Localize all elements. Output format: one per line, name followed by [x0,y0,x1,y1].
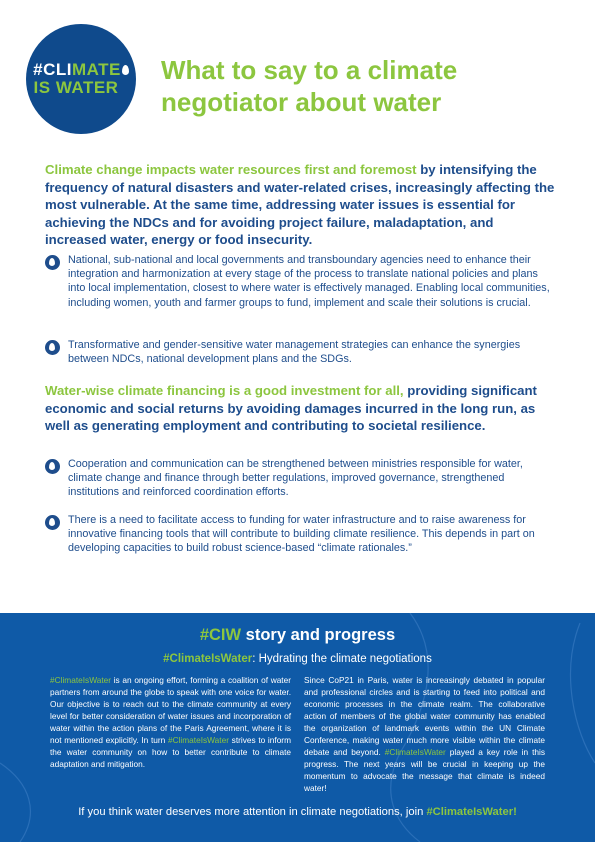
logo-text-line2: IS WATER [33,78,119,97]
hashtag: #ClimateIsWater [50,675,112,685]
water-drop-icon [45,340,60,355]
bullet-text: Transformative and gender-sensitive water management strategies can enhance the synergies between NDCs, national development plans and the SDGs. [68,339,521,366]
cta-hashtag: #ClimateIsWater! [426,806,517,818]
section1-bullet-2 [45,338,555,366]
footer-subtitle-rest: : Hydrating the climate negotiations [252,653,432,665]
column-text: strives to inform the water community on how to better contribute to climate adaptation and mitigation. [50,735,291,769]
bullet-text: Cooperation and communication can be strengthened between ministries responsible for water, climate change and finance through better regulations, improved governance, strengthened institutions and reinforced coordination efforts. [68,458,523,499]
footer-panel [0,613,595,842]
hashtag: #ClimateIsWater [167,735,229,745]
section2-lead-highlight: Water-wise climate financing is a good investment for all, [45,383,404,398]
hashtag: #ClimateIsWater [384,747,446,757]
footer-column-right [304,674,545,794]
bullet-text: There is a need to facilitate access to funding for water infrastructure and to raise awareness for innovative financing tools that will contribute to building climate resilience. This depends in part on developing capacities to build robust science-based “climate rationales.” [68,514,535,555]
page-title: What to say to a climate negotiator about water [161,55,458,117]
bullet-text: National, sub-national and local governments and transboundary agencies need to enhance their integration and harmonization at every stage of the process to translate national policies and plans into local implementation, closest to where water is effectively managed. Enabling local communities, including women, youth and farmer groups to fund, implement and scale their solutions is crucial. [68,254,550,309]
section1-lead-rest: by intensifying the frequency of natural disasters and water-related crises, increasingly affecting the most vulnerable. At the same time, addressing water issues is essential for achieving the NDCs and for avoiding project failure, maladaptation, and increased water, energy or food insecurity. [45,162,555,247]
section1-lead [45,161,555,249]
logo-drop-icon [122,65,129,75]
logo-text-part1: #CLI [33,60,72,79]
water-drop-icon [45,515,60,530]
footer-call-to-action [0,806,595,818]
footer-title-rest: story and progress [241,626,396,644]
section2-lead-rest: providing significant economic and social returns by avoiding damages incurred in the long run, as well as generating employment and contributing to societal resilience. [45,383,537,433]
column-text: Since CoP21 in Paris, water is increasingly debated in popular and professional circles and is starting to feed into political and economic processes in the climate realm. The collaborative action of members of the global water community has enabled the organization of landmark events within the UN Climate Conference, making water much more visible within the climate debate and beyond. [304,675,545,757]
cta-text: If you think water deserves more attention in climate negotiations, join [78,806,427,818]
column-text: played a key role in this progress. The next years will be crucial in keeping up the momentum to advocate the message that climate is indeed water! [304,747,545,793]
water-drop-icon [45,459,60,474]
footer-title-highlight: #CIW [199,626,242,644]
section1-lead-highlight: Climate change impacts water resources first and foremost [45,162,417,177]
footer-column-left [50,674,291,770]
section2-bullet-2 [45,513,555,556]
section2-bullet-1 [45,457,555,500]
footer-subtitle [0,653,595,665]
logo-text-part2: MATE [71,60,121,79]
footer-title [0,626,595,645]
section2-lead [45,382,555,435]
climate-is-water-logo [26,24,136,134]
section1-bullet-1 [45,253,555,310]
column-text: is an ongoing effort, forming a coalition of water partners from around the globe to speak with one voice for water. Our objective is to reach out to the climate community at every level for better consideration of water issues and incorporation of water within the action plans of the Paris Agreement, where it is not mentioned explicitly. In turn [50,675,291,745]
footer-subtitle-highlight: #ClimateIsWater [163,653,253,665]
water-drop-icon [45,255,60,270]
